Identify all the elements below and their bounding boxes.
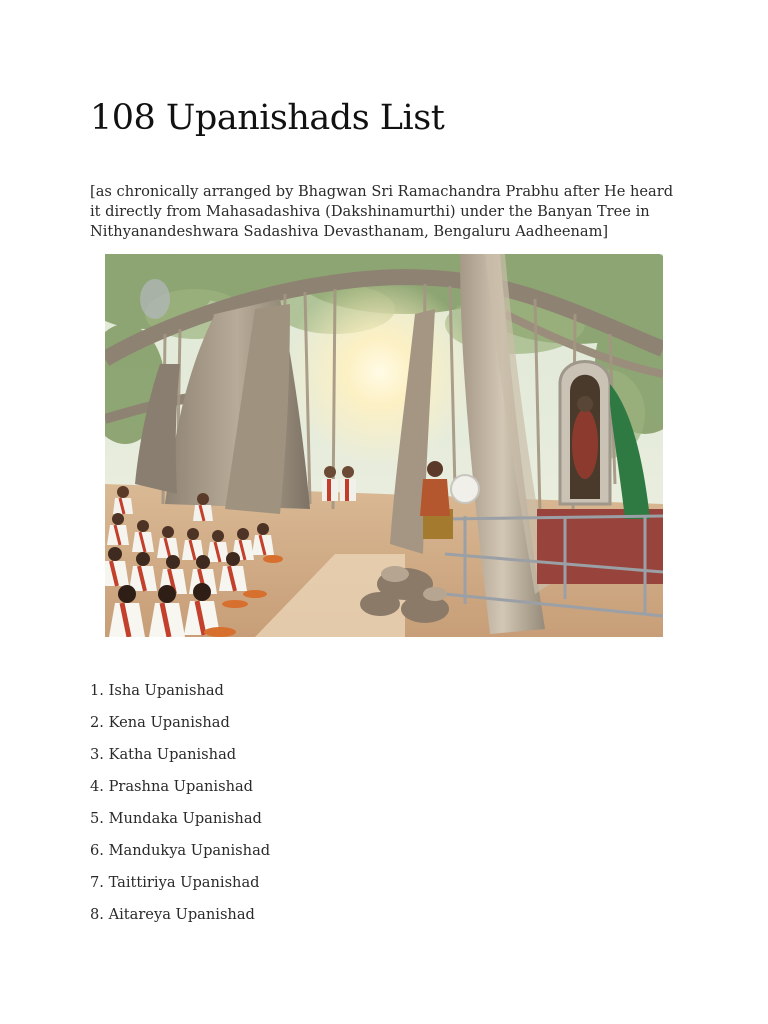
banyan-tree-photo [105,254,663,637]
banyan-tree-illustration [105,254,663,637]
list-item: 6. Mandukya Upanishad [90,842,271,859]
list-item: 8. Aitareya Upanishad [90,906,255,923]
list-item: 5. Mundaka Upanishad [90,810,262,827]
list-item: 2. Kena Upanishad [90,714,230,731]
list-item: 7. Taittiriya Upanishad [90,874,260,891]
list-item: 4. Prashna Upanishad [90,778,254,795]
upanishad-list [90,680,270,936]
list-item: 1. Isha Upanishad [90,682,224,699]
intro-paragraph: [as chronically arranged by Bhagwan Sri Ramachandra Prabhu after He heard it directly from Mahasadashiva (Dakshinamurthi) under the Banyan Tree in Nithyanandeshwara Sadashiva Devasthanam, Bengaluru Aadheenam] [90,183,674,240]
list-item: 3. Katha Upanishad [90,746,237,763]
page-title: 108 Upanishads List [90,98,445,138]
